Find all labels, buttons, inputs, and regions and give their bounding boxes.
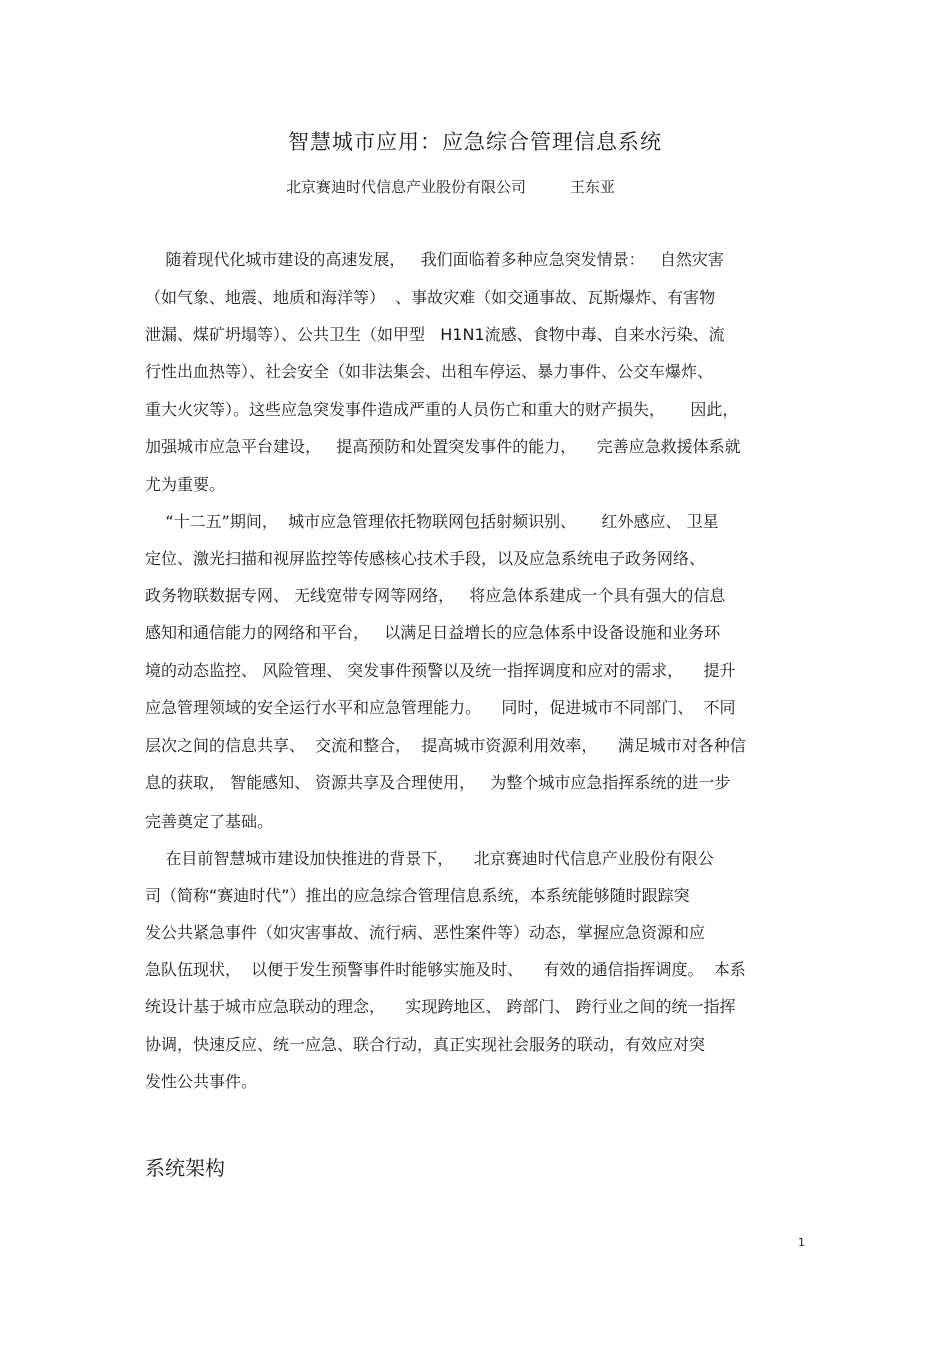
text-line: 行性出血热等）、社会安全（如非法集会、出租车停运、暴力事件、公交车爆炸、 xyxy=(145,362,714,381)
text-line: 完善奠定了基础。 xyxy=(145,812,274,831)
text-line: 发性公共事件。 xyxy=(145,1072,258,1091)
text-line: 息的获取， 智能感知、 资源共享及合理使用， 为整个城市应急指挥系统的进一步 xyxy=(145,773,731,792)
text-line: 统设计基于城市应急联动的理念， 实现跨地区、 跨部门、 跨行业之间的统一指挥 xyxy=(145,997,736,1016)
text-line: 协调，快速反应、统一应急、联合行动，真正实现社会服务的联动，有效应对突 xyxy=(145,1035,706,1054)
text-line: “十二五”期间， 城市应急管理依托物联网包括射频识别、 红外感应、 卫星 xyxy=(145,512,719,531)
text-line: 急队伍现状， 以便于发生预警事件时能够实施及时、 有效的通信指挥调度。 本系 xyxy=(145,960,746,979)
text-line: 发公共紧急事件（如灾害事故、流行病、恶性案件等）动态，掌握应急资源和应 xyxy=(145,923,706,942)
text-line: 定位、激光扫描和视屏监控等传感核心技术手段，以及应急系统电子政务网络、 xyxy=(145,549,706,568)
text-line: 泄漏、煤矿坍塌等）、公共卫生（如甲型 H1N1流感、食物中毒、自来水污染、流 xyxy=(145,325,725,344)
author-name: 王东亚 xyxy=(570,178,616,196)
company-name: 北京赛迪时代信息产业股份有限公司 xyxy=(286,178,527,196)
page-number: 1 xyxy=(798,1236,805,1249)
text-line: 政务物联数据专网、 无线宽带专网等网络， 将应急体系建成一个具有强大的信息 xyxy=(145,586,726,605)
text-line: （如气象、地震、地质和海洋等） 、事故灾难（如交通事故、瓦斯爆炸、有害物 xyxy=(145,288,716,307)
text-line: 随着现代化城市建设的高速发展， 我们面临着多种应急突发情景： 自然灾害 xyxy=(145,250,724,269)
text-line: 在目前智慧城市建设加快推进的背景下， 北京赛迪时代信息产业股份有限公 xyxy=(145,849,714,868)
text-line: 境的动态监控、 风险管理、 突发事件预警以及统一指挥调度和应对的需求， 提升 xyxy=(145,661,736,680)
text-line: 重大火灾等）。这些应急突发事件造成严重的人员伤亡和重大的财产损失， 因此， xyxy=(145,400,739,419)
byline xyxy=(286,176,615,197)
section-heading: 系统架构 xyxy=(145,1156,225,1180)
text-line: 应急管理领域的安全运行水平和应急管理能力。 同时，促进城市不同部门、 不同 xyxy=(145,698,736,717)
text-line: 层次之间的信息共享、 交流和整合， 提高城市资源利用效率， 满足城市对各种信 xyxy=(145,736,746,755)
text-line: 加强城市应急平台建设， 提高预防和处置突发事件的能力， 完善应急救援体系就 xyxy=(145,437,741,456)
document-title: 智慧城市应用：应急综合管理信息系统 xyxy=(288,130,662,154)
text-line: 尤为重要。 xyxy=(145,475,226,494)
text-line: 司（简称“赛迪时代”）推出的应急综合管理信息系统，本系统能够随时跟踪突 xyxy=(145,886,690,905)
text-line: 感知和通信能力的网络和平台， 以满足日益增长的应急体系中设备设施和业务环 xyxy=(145,623,721,642)
